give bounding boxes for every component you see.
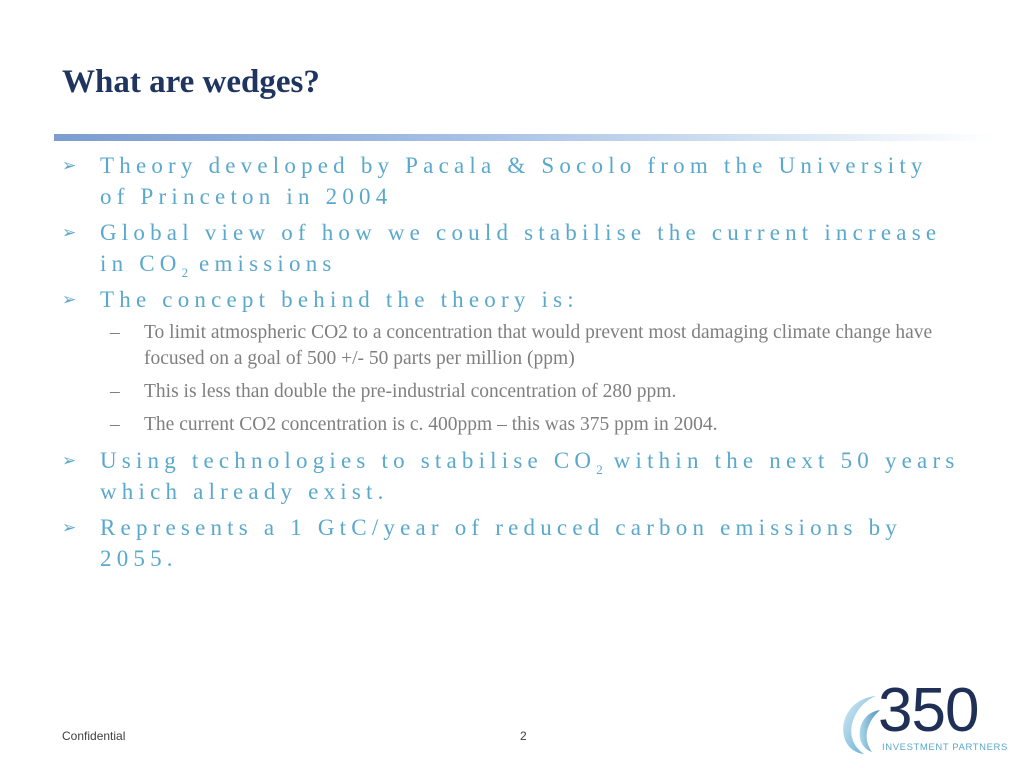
sub-bullet-text: This is less than double the pre-industrial concentration of 280 ppm. — [144, 381, 677, 402]
arrow-bullet-icon: ➢ — [62, 223, 77, 242]
dash-bullet-icon: – — [110, 381, 120, 402]
bullet-text: Represents a 1 GtC/year of reduced carbon emissions by 2055. — [100, 515, 902, 571]
logo-swoosh-icon — [836, 690, 882, 756]
bullet-text: The concept behind the theory is: — [100, 287, 579, 312]
arrow-bullet-icon: ➢ — [62, 451, 77, 470]
footer-confidential: Confidential — [62, 729, 126, 743]
bullet-item — [62, 150, 962, 212]
sub-bullet-text: To limit atmospheric CO2 to a concentration that would prevent most damaging climate change have focused on a goal of 500 +/- 50 parts per million (ppm) — [144, 322, 933, 369]
sub-bullet-item — [62, 320, 964, 372]
bullet-list — [62, 150, 962, 579]
bullet-text: Theory developed by Pacala & Socolo from the University of Princeton in 2004 — [100, 153, 928, 209]
arrow-bullet-icon: ➢ — [62, 156, 77, 175]
bullet-item — [62, 217, 962, 279]
sub-bullet-text: The current CO2 concentration is c. 400ppm – this was 375 ppm in 2004. — [144, 414, 718, 435]
title-underline — [54, 134, 994, 141]
dash-bullet-icon: – — [110, 414, 120, 435]
company-logo — [836, 676, 1008, 758]
arrow-bullet-icon: ➢ — [62, 518, 77, 537]
bullet-item — [62, 445, 962, 507]
sub-bullet-list — [62, 320, 962, 438]
logo-number: 350 — [878, 676, 979, 745]
logo-subtitle: INVESTMENT PARTNERS — [882, 742, 1008, 753]
bullet-text: Using technologies to stabilise $CO_2$ within the next 50 years which already exist. — [100, 448, 960, 504]
dash-bullet-icon: – — [110, 322, 120, 343]
slide-title: What are wedges? — [62, 64, 320, 100]
bullet-text: Global view of how we could stabilise the current increase in $CO_2$ emissions — [100, 220, 942, 280]
bullet-item — [62, 284, 962, 315]
sub-bullet-item — [62, 412, 964, 438]
page-number: 2 — [520, 729, 527, 743]
sub-bullet-item — [62, 379, 964, 405]
arrow-bullet-icon: ➢ — [62, 290, 77, 309]
sub-bullet-group — [62, 320, 962, 438]
bullet-item — [62, 512, 962, 574]
